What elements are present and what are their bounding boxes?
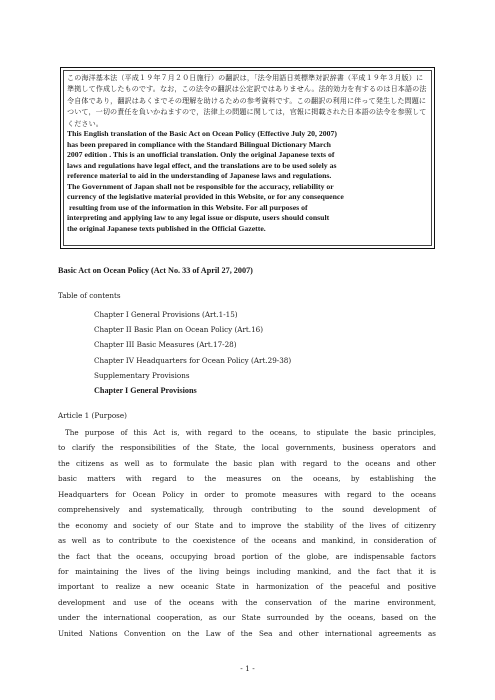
article-line: for maintaining the lives of the living beings including mankind, and the fact that it is: [58, 566, 436, 576]
article-line: under the international cooperation, as our State surrounded by the oceans, based on the: [58, 613, 436, 623]
chapter-heading: Chapter I General Provisions: [94, 386, 197, 395]
article-line: comprehensively and systematically, through contributing to the sound development of: [58, 505, 436, 515]
translation-notice-inner: [63, 70, 432, 246]
notice-english-text: [67, 129, 428, 234]
toc-item: Chapter I General Provisions (Art.1-15): [94, 310, 238, 319]
notice-english-line: has been prepared in compliance with the Standard Bilingual Dictionary March: [67, 139, 331, 149]
article-body: [58, 425, 436, 641]
notice-english-line: resulting from use of the information in this Website. For all purposes of: [67, 202, 308, 212]
act-title: Basic Act on Ocean Policy (Act No. 33 of April 27, 2007): [58, 266, 253, 275]
toc-item: Chapter IV Headquarters for Ocean Policy (Art.29-38): [94, 355, 292, 365]
article-line: The purpose of this Act is, with regard to the oceans, to stipulate the basic principles,: [65, 428, 436, 437]
notice-english-line: the original Japanese texts published in the Official Gazette.: [67, 223, 266, 233]
article-caption: Article 1 (Purpose): [58, 411, 127, 420]
page-number: - 1 -: [240, 664, 255, 673]
notice-english-line: laws and regulations have legal effect, and the translations are to be used solely as: [67, 160, 337, 170]
article-line: basic matters with regard to the measures on the oceans, by establishing the: [58, 474, 436, 484]
article-line: the economy and society of our State and to improve the stability of the lives of citizenry: [58, 520, 436, 530]
toc-label: Table of contents: [58, 291, 121, 300]
article-line: the citizens as well as to formulate the basic plan with regard to the oceans and other: [58, 458, 436, 468]
article-line: as well as to contribute to the coexistence of the oceans and mankind, in consideration of: [58, 536, 436, 546]
notice-english-line: interpreting and applying law to any legal issue or dispute, users should consult: [67, 213, 330, 223]
toc-item: Chapter III Basic Measures (Art.17-28): [94, 340, 237, 350]
table-of-contents: [94, 307, 291, 383]
article-line: to clarify the responsibilities of the State, the local governments, business operators and: [58, 443, 436, 453]
toc-item: Chapter II Basic Plan on Ocean Policy (Art.16): [94, 325, 264, 335]
notice-english-line: reference material to aid in the understanding of Japanese laws and regulations.: [67, 171, 332, 181]
notice-english-line: The Government of Japan shall not be responsible for the accuracy, reliability or: [67, 181, 334, 191]
article-line: the fact that the oceans, occupying broad portion of the globe, are indispensable factors: [58, 551, 436, 561]
article-line: United Nations Convention on the Law of the Sea and other international agreements as: [58, 628, 436, 638]
article-line: development and use of the oceans with the conservation of the marine environment,: [58, 597, 436, 607]
notice-english-line: 2007 edition . This is an unofficial translation. Only the original Japanese texts of: [67, 150, 335, 160]
translation-notice-box: [60, 67, 435, 249]
article-line: Headquarters for Ocean Policy in order to promote measures with regard to the oceans: [58, 489, 436, 499]
notice-japanese-text: この海洋基本法（平成１９年７月２０日施行）の翻訳は，「法令用語日英標準対訳辞書（平成１９年３月版）に準拠して作成したものです。なお，この法令の翻訳は公定訳ではありません。法的効力を有するのは日本語の法令自体であり，翻訳はあくまでその理解を助けるための参考資料です。この翻訳の利用に伴って発生した問題について，一切の責任を負いかねますので，法律上の問題に関しては，官報に掲載された日本語の法令を参照してください。: [67, 73, 427, 128]
toc-item: Supplementary Provisions: [94, 370, 190, 380]
notice-english-line: currency of the legislative material provided in this Website, or for any consequence: [67, 192, 344, 202]
article-line: important to realize a new oceanic State in harmonization of the peaceful and positive: [58, 582, 436, 592]
notice-english-line: This English translation of the Basic Act on Ocean Policy (Effective July 20, 2007): [67, 129, 337, 139]
